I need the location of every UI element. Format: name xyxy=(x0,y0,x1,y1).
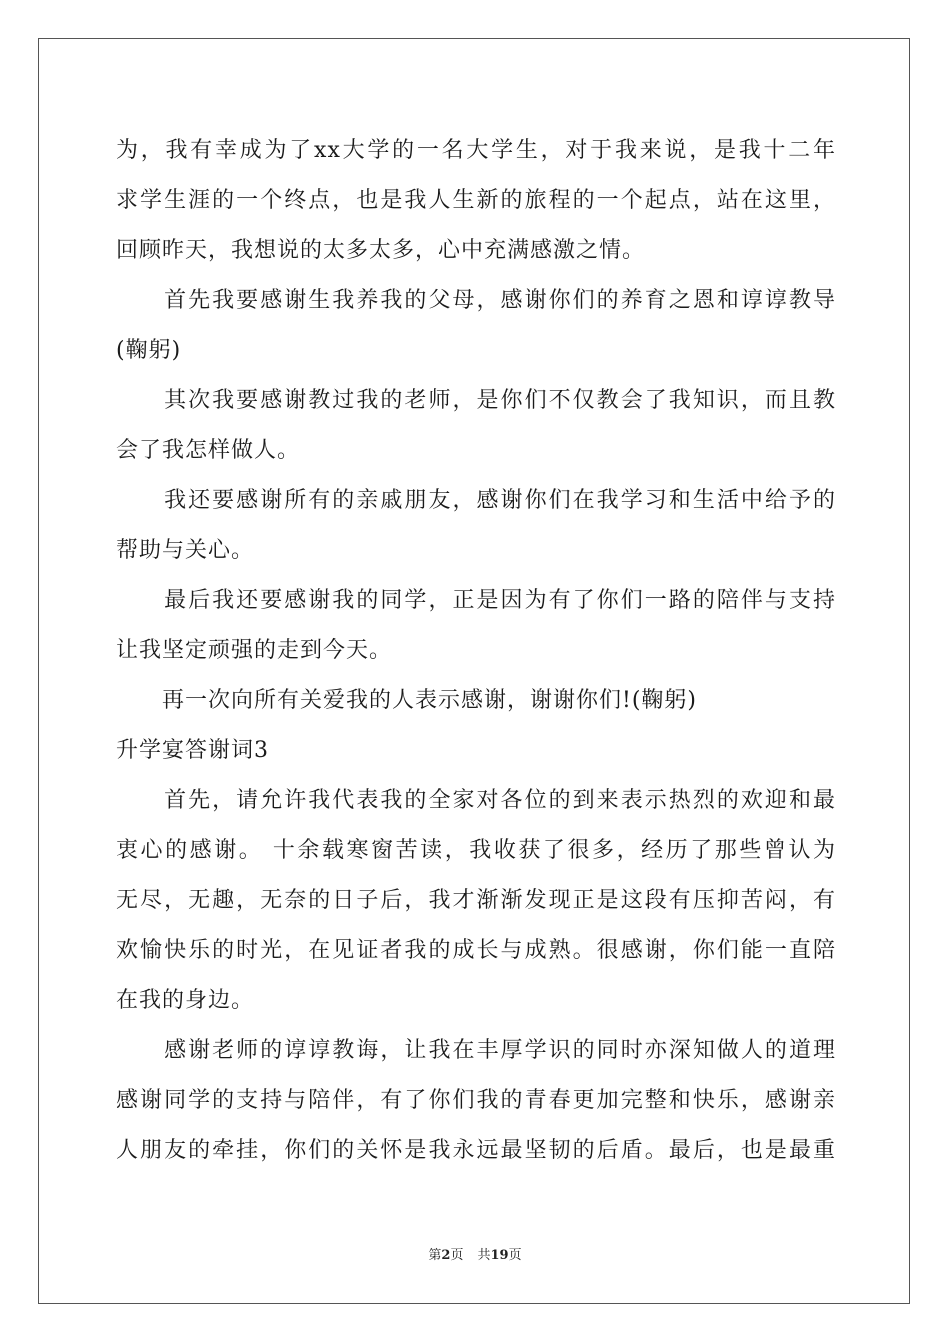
text-line: 升学宴答谢词3 xyxy=(116,738,269,763)
text-line: 感谢同学的支持与陪伴，有了你们我的青春更加完整和快乐，感谢亲 xyxy=(116,1088,836,1113)
text-line: 回顾昨天，我想说的太多太多，心中充满感激之情。 xyxy=(116,238,646,263)
total-pages: 19 xyxy=(490,1248,509,1263)
text-line: 首先我要感谢生我养我的父母，感谢你们的养育之恩和谆谆教导 xyxy=(116,288,836,313)
page-suffix: 页 xyxy=(450,1248,464,1263)
page-prefix: 第 xyxy=(428,1248,442,1263)
page-number: 2 xyxy=(441,1248,451,1263)
text-line: 人朋友的牵挂，你们的关怀是我永远最坚韧的后盾。最后，也是最重 xyxy=(116,1138,836,1163)
text-line: 欢愉快乐的时光，在见证者我的成长与成熟。很感谢，你们能一直陪 xyxy=(116,938,836,963)
text-line: 让我坚定顽强的走到今天。 xyxy=(116,638,393,663)
text-line: 衷心的感谢。 十余载寒窗苦读，我收获了很多，经历了那些曾认为 xyxy=(116,838,836,863)
total-prefix: 共 xyxy=(477,1248,491,1263)
text-line: 首先，请允许我代表我的全家对各位的到来表示热烈的欢迎和最 xyxy=(116,788,836,813)
text-line: (鞠躬) xyxy=(116,338,182,363)
text-line: 在我的身边。 xyxy=(116,988,255,1013)
page-footer xyxy=(0,1246,950,1266)
text-line: 求学生涯的一个终点，也是我人生新的旅程的一个起点，站在这里， xyxy=(116,188,836,213)
text-line: 感谢老师的谆谆教诲，让我在丰厚学识的同时亦深知做人的道理 xyxy=(116,1038,836,1063)
document-body xyxy=(116,126,836,1176)
text-line: 帮助与关心。 xyxy=(116,538,255,563)
text-line: 再一次向所有关爱我的人表示感谢，谢谢你们!(鞠躬) xyxy=(116,688,698,713)
text-line: 无尽，无趣，无奈的日子后，我才渐渐发现正是这段有压抑苦闷，有 xyxy=(116,888,836,913)
text-line: 最后我还要感谢我的同学，正是因为有了你们一路的陪伴与支持 xyxy=(116,588,836,613)
text-line: 我还要感谢所有的亲戚朋友，感谢你们在我学习和生活中给予的 xyxy=(116,488,836,513)
text-line: 为，我有幸成为了xx大学的一名大学生，对于我来说，是我十二年 xyxy=(116,138,836,163)
total-suffix: 页 xyxy=(508,1248,522,1263)
text-line: 会了我怎样做人。 xyxy=(116,438,301,463)
text-line: 其次我要感谢教过我的老师，是你们不仅教会了我知识，而且教 xyxy=(116,388,836,413)
